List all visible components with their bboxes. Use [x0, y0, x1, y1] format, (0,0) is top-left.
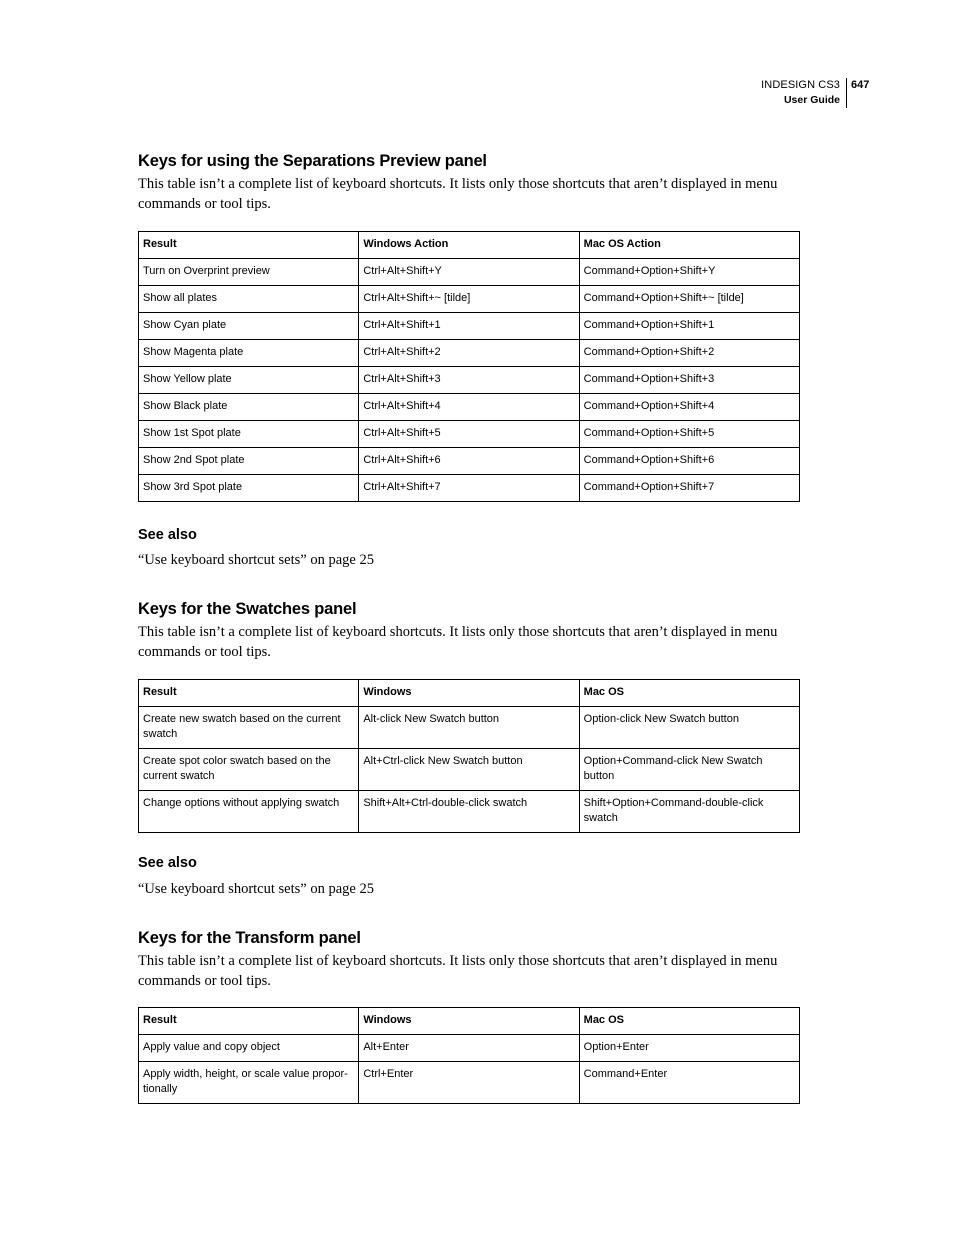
table-cell: Show 3rd Spot plate: [139, 475, 359, 502]
table-cell: Option+Command-click New Swatch button: [579, 749, 799, 791]
table-cell: Create spot color swatch based on the current swatch: [139, 749, 359, 791]
table-cell: Show Yellow plate: [139, 367, 359, 394]
section-intro: This table isn’t a complete list of keyboard shortcuts. It lists only those shortcuts that aren’t displayed in menu commands or tool tips.: [138, 953, 778, 989]
table-header-row: [139, 232, 800, 259]
column-header: Windows Action: [359, 232, 579, 259]
column-header: Windows: [359, 1008, 579, 1035]
table-row: [139, 259, 800, 286]
table-row: [139, 707, 800, 749]
column-header: Mac OS Action: [579, 232, 799, 259]
table-cell: Ctrl+Enter: [359, 1062, 579, 1104]
table-cell: Command+Option+Shift+Y: [579, 259, 799, 286]
table-cell: Ctrl+Alt+Shift+5: [359, 421, 579, 448]
table-cell: Command+Option+Shift+7: [579, 475, 799, 502]
table-row: [139, 286, 800, 313]
table-row: [139, 448, 800, 475]
table-cell: Ctrl+Alt+Shift+1: [359, 313, 579, 340]
table-cell: Command+Option+Shift+~ [tilde]: [579, 286, 799, 313]
section-intro: This table isn’t a complete list of keyboard shortcuts. It lists only those shortcuts that aren’t displayed in menu commands or tool tips.: [138, 176, 778, 212]
section-intro: This table isn’t a complete list of keyboard shortcuts. It lists only those shortcuts that aren’t displayed in menu commands or tool tips.: [138, 624, 778, 660]
section-title: Keys for the Transform panel: [138, 929, 361, 947]
column-header: Result: [139, 1008, 359, 1035]
table-cell: Shift+Alt+Ctrl-double-click swatch: [359, 791, 579, 833]
table-cell: Command+Option+Shift+5: [579, 421, 799, 448]
table-row: [139, 749, 800, 791]
table-cell: Alt-click New Swatch button: [359, 707, 579, 749]
column-header: Result: [139, 680, 359, 707]
table-cell: Ctrl+Alt+Shift+~ [tilde]: [359, 286, 579, 313]
table-cell: Command+Enter: [579, 1062, 799, 1104]
table-cell: Command+Option+Shift+3: [579, 367, 799, 394]
table-cell: Create new swatch based on the current swatch: [139, 707, 359, 749]
see-also-heading: See also: [138, 855, 197, 871]
table-row: [139, 394, 800, 421]
table-header-row: [139, 1008, 800, 1035]
section-swatches: [138, 599, 800, 662]
transform-shortcuts-table: [138, 1007, 800, 1104]
table-cell: Command+Option+Shift+2: [579, 340, 799, 367]
column-header: Windows: [359, 680, 579, 707]
table-cell: Show Black plate: [139, 394, 359, 421]
section-title: Keys for the Swatches panel: [138, 600, 357, 618]
table-cell: Apply width, height, or scale value propor-tionally: [139, 1062, 359, 1104]
table-cell: Option-click New Swatch button: [579, 707, 799, 749]
table-cell: Ctrl+Alt+Shift+3: [359, 367, 579, 394]
table-cell: Command+Option+Shift+6: [579, 448, 799, 475]
table-cell: Change options without applying swatch: [139, 791, 359, 833]
table-cell: Show 1st Spot plate: [139, 421, 359, 448]
column-header: Result: [139, 232, 359, 259]
table-row: [139, 313, 800, 340]
table-cell: Ctrl+Alt+Shift+6: [359, 448, 579, 475]
page-number: 647: [851, 79, 870, 91]
table-cell: Ctrl+Alt+Shift+7: [359, 475, 579, 502]
table-row: [139, 791, 800, 833]
guide-name: User Guide: [783, 94, 840, 106]
table-cell: Show Cyan plate: [139, 313, 359, 340]
section-title: Keys for using the Separations Preview panel: [138, 152, 487, 170]
table-header-row: [139, 680, 800, 707]
running-header: [761, 78, 847, 108]
see-also-heading: See also: [138, 527, 197, 543]
table-cell: Command+Option+Shift+1: [579, 313, 799, 340]
table-cell: Show 2nd Spot plate: [139, 448, 359, 475]
table-row: [139, 1035, 800, 1062]
table-row: [139, 367, 800, 394]
table-cell: Turn on Overprint preview: [139, 259, 359, 286]
table-cell: Command+Option+Shift+4: [579, 394, 799, 421]
table-cell: Ctrl+Alt+Shift+Y: [359, 259, 579, 286]
table-cell: Show Magenta plate: [139, 340, 359, 367]
table-cell: Ctrl+Alt+Shift+2: [359, 340, 579, 367]
section-separations-preview: [138, 151, 800, 214]
table-row: [139, 421, 800, 448]
column-header: Mac OS: [579, 680, 799, 707]
table-cell: Shift+Option+Command-double-click swatch: [579, 791, 799, 833]
table-cell: Alt+Ctrl-click New Swatch button: [359, 749, 579, 791]
table-cell: Apply value and copy object: [139, 1035, 359, 1062]
column-header: Mac OS: [579, 1008, 799, 1035]
table-row: [139, 1062, 800, 1104]
swatches-shortcuts-table: [138, 679, 800, 833]
table-cell: Ctrl+Alt+Shift+4: [359, 394, 579, 421]
table-row: [139, 340, 800, 367]
section-transform: [138, 928, 800, 991]
see-also-link[interactable]: “Use keyboard shortcut sets” on page 25: [138, 552, 374, 568]
table-cell: Alt+Enter: [359, 1035, 579, 1062]
table-cell: Show all plates: [139, 286, 359, 313]
separations-shortcuts-table: [138, 231, 800, 502]
table-row: [139, 475, 800, 502]
see-also-link[interactable]: “Use keyboard shortcut sets” on page 25: [138, 881, 374, 897]
table-cell: Option+Enter: [579, 1035, 799, 1062]
product-name: INDESIGN CS3: [761, 79, 840, 91]
